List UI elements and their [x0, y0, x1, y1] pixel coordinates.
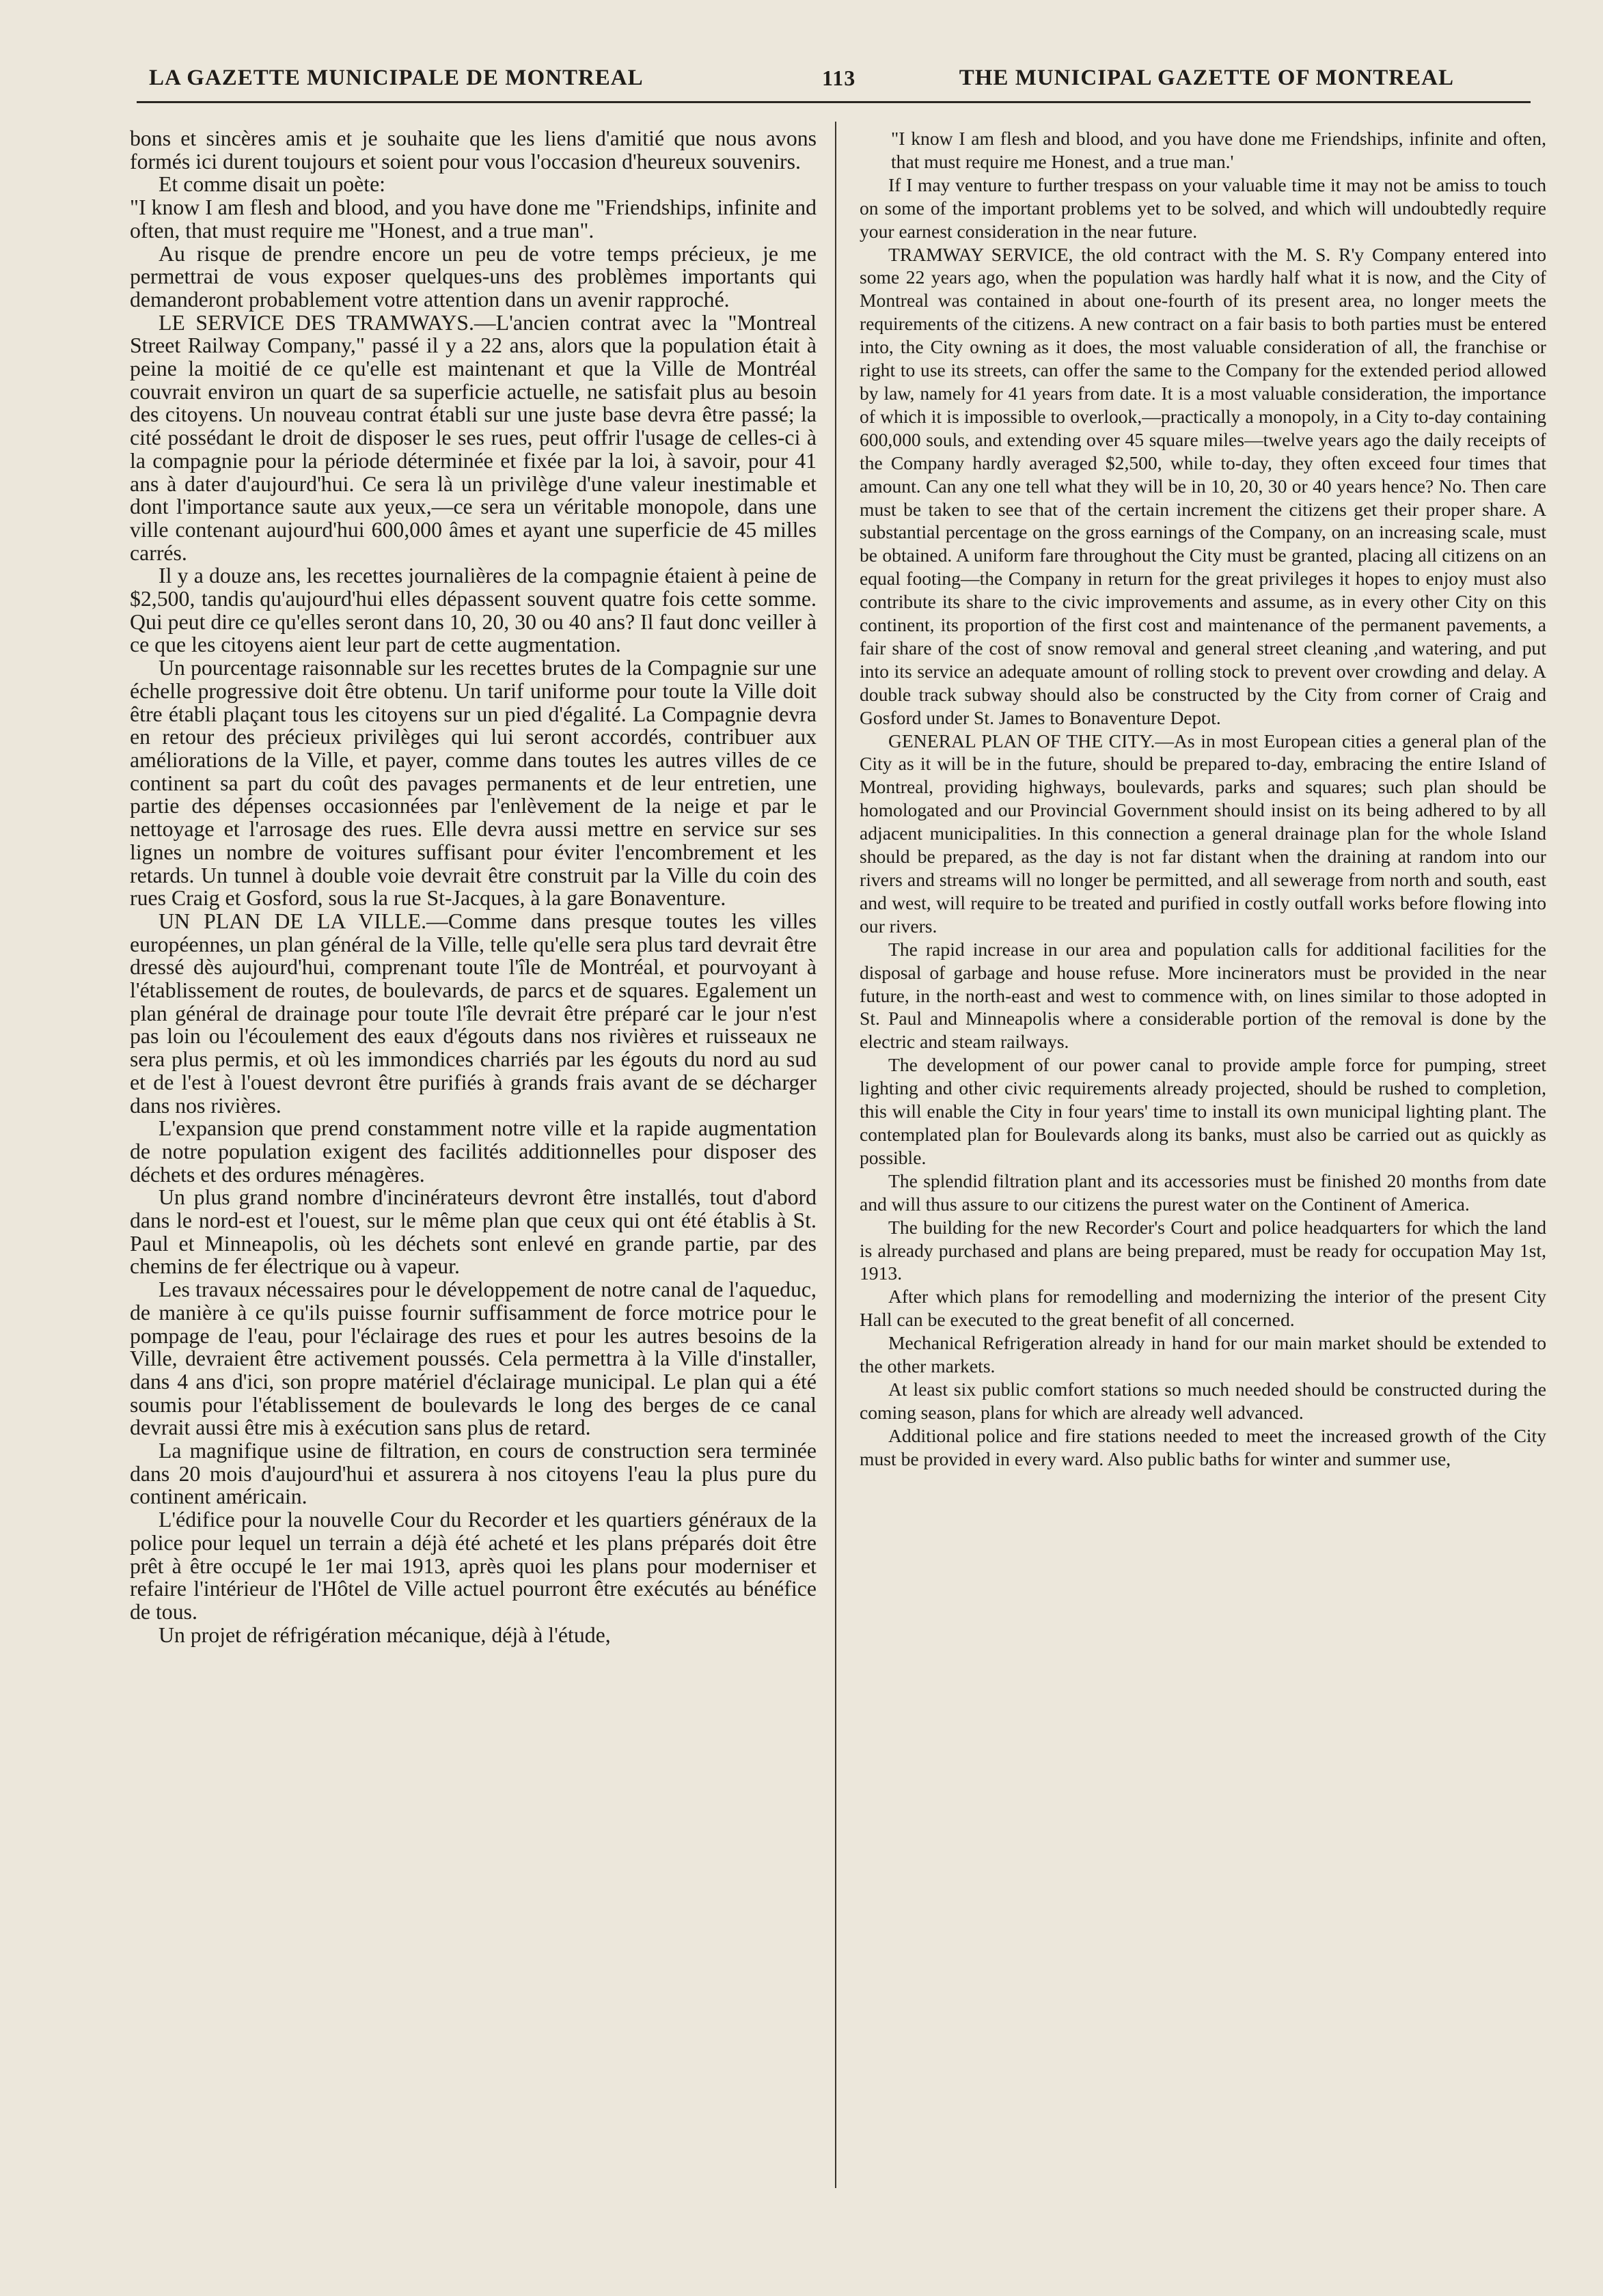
english-paragraph: At least six public comfort stations so much needed should be constructed during the coming season, plans for which are already well advanced. [860, 1378, 1546, 1423]
french-paragraph: L'édifice pour la nouvelle Cour du Recorder et les quartiers généraux de la police pour lequel un terrain a déjà été acheté et les plans préparés doit être prêt à être occupé le 1er mai 1913, après quoi les plans pour moderniser et refaire l'intérieur de l'Hôtel de Ville actuel pourront être exécutés au bénéfice de tous. [130, 1508, 817, 1624]
header-title-french: LA GAZETTE MUNICIPALE DE MONTREAL [149, 66, 644, 90]
page-number: 113 [822, 66, 856, 90]
english-paragraph: TRAMWAY SERVICE, the old contract with the M. S. R'y Company entered into some 22 years ago, when the population was hardly half what it is now, and the City of Montreal was contained in about one-fourth of its present area, no longer meets the requirements of the citizens. A new contract on a fair basis to both parties must be entered into, the City owning as it does, the most valuable consideration of all, the franchise or right to use its streets, can offer the same to the Company for the extended period allowed by law, namely for 41 years from date. It is a most valuable consideration, the importance of which it is impossible to overlook,—practically a monopoly, in a City to-day containing 600,000 souls, and extending over 45 square miles—twelve years ago the daily receipts of the Company hardly averaged $2,500, while to-day, they often exceed four times that amount. Can any one tell what they will be in 10, 20, 30 or 40 years hence? No. Then care must be taken to see that of the certain increment the citizens get their proper share. A substantial percentage on the gross earnings of the Company, on an increasing scale, must be obtained. A uniform fare throughout the City must be granted, placing all citizens on an equal footing—the Company in return for the great privileges it hopes to enjoy must also contribute its share to the civic improvements and assume, as in every other City on this continent, its proportion of the first cost and maintenance of the permanent pavements, a fair share of the cost of snow removal and general street cleaning ,and watering, and put into its service an adequate amount of rolling stock to prevent over crowding and delay. A double track subway should also be constructed by the City from corner of Craig and Gosford under St. James to Bonaventure Depot. [860, 243, 1546, 728]
column-divider [835, 122, 836, 2188]
english-paragraph: If I may venture to further trespass on your valuable time it may not be amiss to touch on some of the important problems yet to be solved, and which will undoubtedly require your earnest consideration in the near future. [860, 174, 1546, 242]
french-paragraph: Un projet de réfrigération mécanique, déjà à l'étude, [159, 1622, 611, 1647]
french-paragraph: Un pourcentage raisonnable sur les recettes brutes de la Compagnie sur une échelle progressive doit être obtenu. Un tarif uniforme pour toute la Ville doit être établi plaçant tous les citoyens sur un pied d'égalité. La Compagnie devra en retour des précieux privilèges qui lui seront accordés, contribuer aux améliorations de la Ville, et payer, comme dans toutes les autres villes de ce continent sa part du coût des pavages permanents et de leur entretien, une partie des dépenses occasionnées par l'enlèvement de la neige et par le nettoyage et l'arrosage des rues. Elle devra aussi mettre en service sur ses lignes un nombre de voitures suffisant pour éviter l'encombrement et les retards. Un tunnel à double voie devrait être construit par la Ville du coin des rues Craig et Gosford, sous la rue St-Jacques, à la gare Bonaventure. [130, 656, 817, 911]
french-paragraph: Les travaux nécessaires pour le développement de notre canal de l'aqueduc, de manière à ce qu'ils puisse fournir suffisamment de force motrice pour le pompage de l'eau, pour l'éclairage des rues et pour les autres besoins de la Ville, devraient être activement poussés. Cela permettra à la Ville d'installer, dans 4 ans d'ici, son propre matériel d'éclairage municipal. Le plan qui a été soumis pour l'établissement de boulevards le long des berges de ce canal devrait aussi être mis à exécution sans plus de retard. [130, 1277, 817, 1440]
french-paragraph: bons et sincères amis et je souhaite que les liens d'amitié que nous avons formés ici durent toujours et soient pour vous l'occasion d'heureux souvenirs. [130, 126, 817, 174]
header-rule [137, 101, 1531, 103]
french-paragraph: Un plus grand nombre d'incinérateurs devront être installés, tout d'abord dans le nord-est et l'ouest, sur le même plan que ceux qui ont été établis à St. Paul et Minneapolis, où les déchets sont enlevé en grande partie, par des chemins de fer électrique ou à vapeur. [130, 1185, 817, 1279]
french-paragraph: La magnifique usine de filtration, en cours de construction sera terminée dans 20 mois d'aujourd'hui et assurera à nos citoyens l'eau la plus pure du continent américain. [130, 1439, 817, 1509]
english-paragraph: Mechanical Refrigeration already in hand for our main market should be extended to the other markets. [860, 1332, 1546, 1377]
english-column [860, 127, 1546, 1471]
english-paragraph: The building for the new Recorder's Court and police headquarters for which the land is already purchased and plans are being prepared, must be ready for occupation May 1st, 1913. [860, 1216, 1546, 1284]
english-paragraph: The splendid filtration plant and its accessories must be finished 20 months from date and will thus assure to our citizens the purest water on the Continent of America. [860, 1170, 1546, 1215]
english-paragraph: GENERAL PLAN OF THE CITY.—As in most European cities a general plan of the City as it will be in the future, should be prepared to-day, embracing the entire Island of Montreal, providing highways, boulevards, parks and squares; such plan should be homologated and our Provincial Government should insist on its being adhered to by all adjacent municipalities. In this connection a general drainage plan for the whole Island should be prepared, as the day is not far distant when the draining at random into our rivers and streams will no longer be permitted, and all sewerage from north and south, east and west, will require to be treated and purified in costly outfall works before flowing into our rivers. [860, 730, 1546, 937]
french-paragraph: LE SERVICE DES TRAMWAYS.—L'ancien contrat avec la "Montreal Street Railway Company," passé il y a 22 ans, alors que la population était à peine la moitié de ce qu'elle est maintenant et que la Ville de Montréal couvrait environ un quart de sa superficie actuelle, ne satisfait plus au besoin des citoyens. Un nouveau contrat établi sur une juste base devra être passé; la cité possédant le droit de disposer le ses rues, peut offrir l'usage de celles-ci à la compagnie pour la période déterminée et fixée par la loi, à savoir, pour 41 ans à dater d'aujourd'hui. Ce sera là un privilège d'une valeur inestimable et dont l'importance saute aux yeux,—ce sera un véritable monopole, dans une ville contenant aujourd'hui 600,000 âmes et ayant une superficie de 45 milles carrés. [130, 310, 817, 565]
french-paragraph: Et comme disait un poète: [159, 172, 386, 197]
french-paragraph: Il y a douze ans, les recettes journalières de la compagnie étaient à peine de $2,500, tandis qu'aujourd'hui elles dépassent souvent quatre fois cette somme. Qui peut dire ce qu'elles seront dans 10, 20, 30 ou 40 ans? Il faut donc veiller à ce que les citoyens aient leur part de cette augmentation. [130, 564, 817, 657]
french-paragraph: L'expansion que prend constamment notre ville et la rapide augmentation de notre population exigent des facilités additionnelles pour disposer des déchets et des ordures ménagères. [130, 1116, 817, 1187]
english-paragraph: "I know I am flesh and blood, and you have done me Friendships, infinite and often, that must require me Honest, and a true man.' [891, 128, 1546, 172]
page-header [149, 66, 1454, 104]
english-paragraph: The rapid increase in our area and population calls for additional facilities for the disposal of garbage and house refuse. More incinerators must be provided in the near future, in the north-east and west to commence with, on lines similar to those adopted in St. Paul and Minneapolis where a considerable portion of the removal is done by the electric and steam railways. [860, 938, 1546, 1053]
header-title-english: THE MUNICIPAL GAZETTE OF MONTREAL [959, 66, 1454, 90]
french-paragraph: "I know I am flesh and blood, and you have done me "Friendships, infinite and often, that must require me "Honest, and a true man". [130, 195, 817, 243]
english-paragraph: Additional police and fire stations needed to meet the increased growth of the City must be provided in every ward. Also public baths for winter and summer use, [860, 1424, 1546, 1469]
english-paragraph: The development of our power canal to provide ample force for pumping, street lighting and other civic requirements already projected, should be rushed to completion, this will enable the City in four years' time to install its own municipal lighting plant. The contemplated plan for Boulevards along its banks, must also be carried out as quickly as possible. [860, 1054, 1546, 1168]
french-column [130, 127, 817, 1646]
french-paragraph: Au risque de prendre encore un peu de votre temps précieux, je me permettrai de vous exposer quelques-uns des problèmes importants qui demanderont probablement votre attention dans un avenir rapproché. [130, 241, 817, 312]
french-paragraph: UN PLAN DE LA VILLE.—Comme dans presque toutes les villes européennes, un plan général de la Ville, telle qu'elle sera plus tard devrait être dressé dès aujourd'hui, comprenant toute l'île de Montréal, et pourvoyant à l'établissement de routes, de boulevards, de parcs et de squares. Egalement un plan général de drainage pour toute l'île devrait être préparé car le jour n'est pas loin ou l'écoulement des eaux d'égouts dans nos rivières et ruisseaux ne sera plus permis, et où les immondices charriés par les égouts du nord au sud et de l'est à l'ouest devront être purifiés à grands frais avant de se décharger dans nos rivières. [130, 909, 817, 1118]
english-paragraph: After which plans for remodelling and modernizing the interior of the present City Hall can be executed to the great benefit of all concerned. [860, 1286, 1546, 1331]
